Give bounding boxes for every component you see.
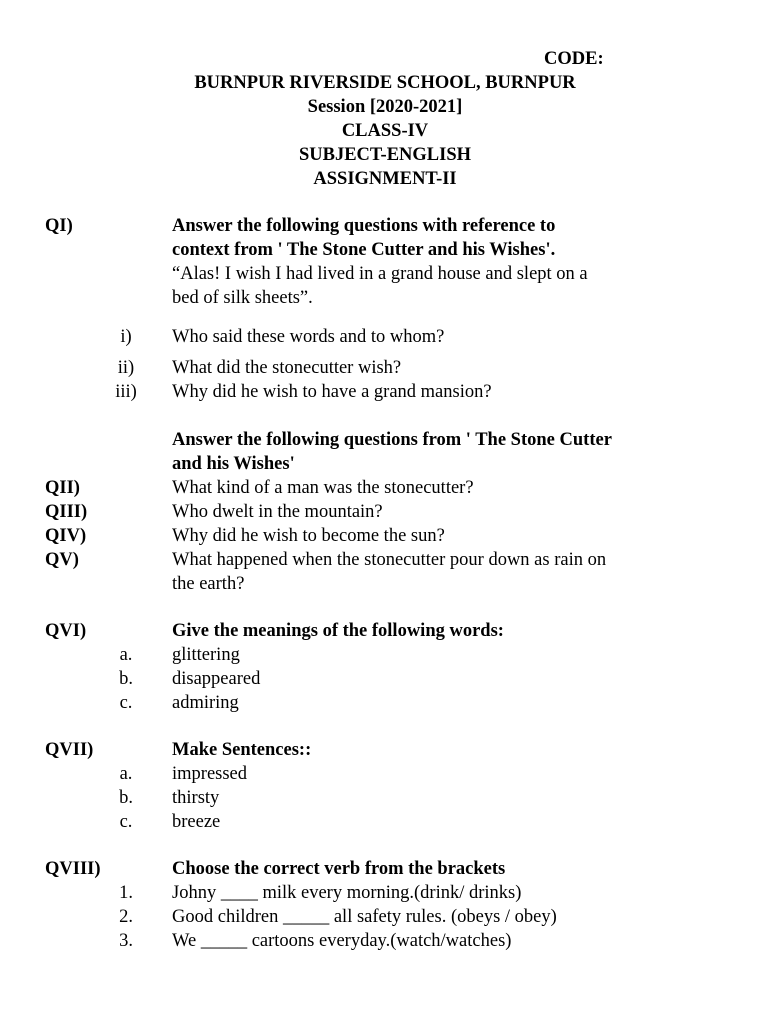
quote-text: bed of silk sheets”. [172,288,313,308]
item-letter: a. [119,764,133,784]
assignment-title: ASSIGNMENT-II [313,169,457,189]
item-letter: c. [119,693,133,713]
sentence-item: Good children _____ all safety rules. (obeys / obey) [172,907,557,927]
sentence-item: We _____ cartoons everyday.(watch/watches) [172,931,512,951]
item-letter: b. [119,788,133,808]
sub-question-text: What did the stonecutter wish? [172,358,402,378]
quote-text: “Alas! I wish I had lived in a grand house and slept on a [172,264,588,284]
word-item: admiring [172,693,239,713]
question-number: QIV) [45,526,87,546]
sub-question-number: i) [120,327,132,347]
question-text: the earth? [172,574,245,594]
word-item: thirsty [172,788,220,808]
word-item: impressed [172,764,248,784]
question-text: Why did he wish to become the sun? [172,526,445,546]
word-item: disappeared [172,669,261,689]
question-number: QI) [45,216,73,236]
session-label: Session [2020-2021] [307,97,463,117]
code-label: CODE: [544,49,604,69]
question-instruction: Answer the following questions with reference to [172,216,556,236]
question-number: QVIII) [45,859,101,879]
question-number: QIII) [45,502,88,522]
class-label: CLASS-IV [341,121,429,141]
question-instruction: Answer the following questions from ' The Stone Cutter [172,430,612,450]
question-text: What happened when the stonecutter pour down as rain on [172,550,607,570]
sentence-item: Johny ____ milk every morning.(drink/ drinks) [172,883,522,903]
item-number: 1. [119,883,133,903]
item-number: 2. [119,907,133,927]
question-instruction: and his Wishes' [172,454,295,474]
question-number: QVII) [45,740,94,760]
word-item: breeze [172,812,221,832]
question-instruction: context from ' The Stone Cutter and his Wishes'. [172,240,556,260]
question-text: What kind of a man was the stonecutter? [172,478,474,498]
sub-question-number: ii) [117,358,135,378]
question-text: Who dwelt in the mountain? [172,502,383,522]
item-letter: a. [119,645,133,665]
question-number: QII) [45,478,80,498]
question-instruction: Give the meanings of the following words: [172,621,504,641]
question-number: QV) [45,550,79,570]
word-item: glittering [172,645,240,665]
sub-question-number: iii) [115,382,137,402]
item-letter: b. [119,669,133,689]
item-number: 3. [119,931,133,951]
question-instruction: Make Sentences:: [172,740,312,760]
sub-question-text: Why did he wish to have a grand mansion? [172,382,492,402]
school-name: BURNPUR RIVERSIDE SCHOOL, BURNPUR [194,73,576,93]
question-instruction: Choose the correct verb from the brackets [172,859,506,879]
item-letter: c. [119,812,133,832]
subject-label: SUBJECT-ENGLISH [298,145,472,165]
question-number: QVI) [45,621,87,641]
sub-question-text: Who said these words and to whom? [172,327,445,347]
